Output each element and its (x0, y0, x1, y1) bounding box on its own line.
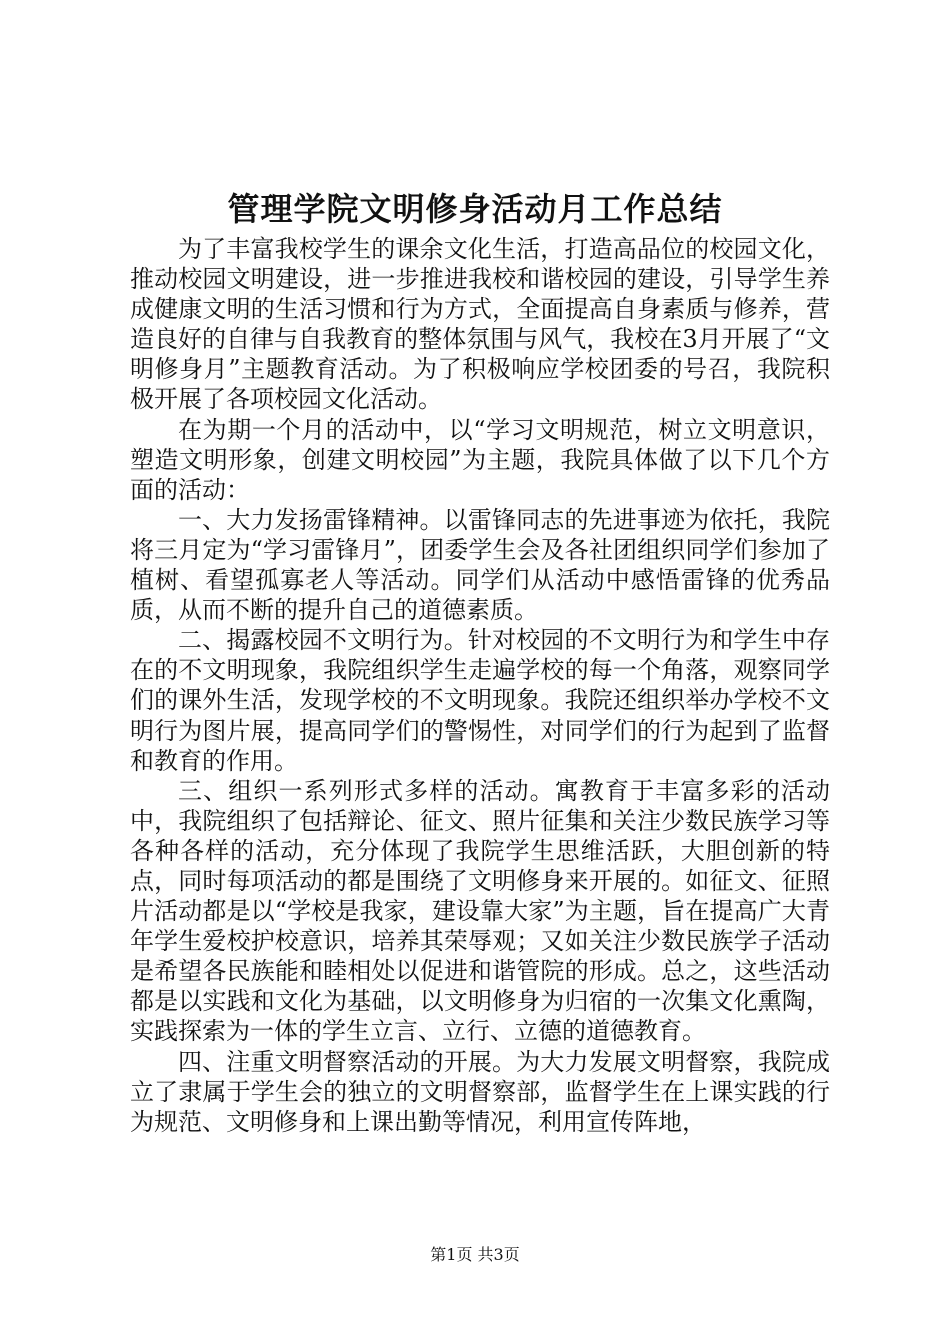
paragraph-overview: 在为期一个月的活动中，以“学习文明规范，树立文明意识，塑造文明形象，创建文明校园”为主题，我院具体做了以下几个方面的活动： (130, 415, 830, 504)
paragraph-item-1: 一、大力发扬雷锋精神。以雷锋同志的先进事迹为依托，我院将三月定为“学习雷锋月”，团委学生会及各社团组织同学们参加了植树、看望孤寡老人等活动。同学们从活动中感悟雷锋的优秀品质，从而不断的提升自己的道德素质。 (130, 505, 830, 625)
paragraph-intro: 为了丰富我校学生的课余文化生活，打造高品位的校园文化，推动校园文明建设，进一步推进我校和谐校园的建设，引导学生养成健康文明的生活习惯和行为方式，全面提高自身素质与修养，营造良好的自律与自我教育的整体氛围与风气，我校在3月开展了“文明修身月”主题教育活动。为了积极响应学校团委的号召，我院积极开展了各项校园文化活动。 (130, 235, 830, 414)
paragraph-item-3: 三、组织一系列形式多样的活动。寓教育于丰富多彩的活动中，我院组织了包括辩论、征文、照片征集和关注少数民族学习等各种各样的活动，充分体现了我院学生思维活跃，大胆创新的特点，同时每项活动的都是围绕了文明修身来开展的。如征文、征照片活动都是以“学校是我家，建设靠大家”为主题，旨在提高广大青年学生爱校护校意识，培养其荣辱观；又如关注少数民族学子活动是希望各民族能和睦相处以促进和谐管院的形成。总之，这些活动都是以实践和文化为基础，以文明修身为归宿的一次集文化熏陶，实践探索为一体的学生立言、立行、立德的道德教育。 (130, 776, 830, 1046)
page-footer: 第1页 共3页 (430, 1245, 520, 1264)
paragraph-item-2: 二、揭露校园不文明行为。针对校园的不文明行为和学生中存在的不文明现象，我院组织学生走遍学校的每一个角落，观察同学们的课外生活，发现学校的不文明现象。我院还组织举办学校不文明行为图片展，提高同学们的警惕性，对同学们的行为起到了监督和教育的作用。 (130, 626, 830, 775)
paragraph-item-4: 四、注重文明督察活动的开展。为大力发展文明督察，我院成立了隶属于学生会的独立的文明督察部，监督学生在上课实践的行为规范、文明修身和上课出勤等情况，利用宣传阵地， (130, 1047, 830, 1136)
document-title: 管理学院文明修身活动月工作总结 (227, 190, 723, 228)
document-body (130, 234, 830, 1137)
